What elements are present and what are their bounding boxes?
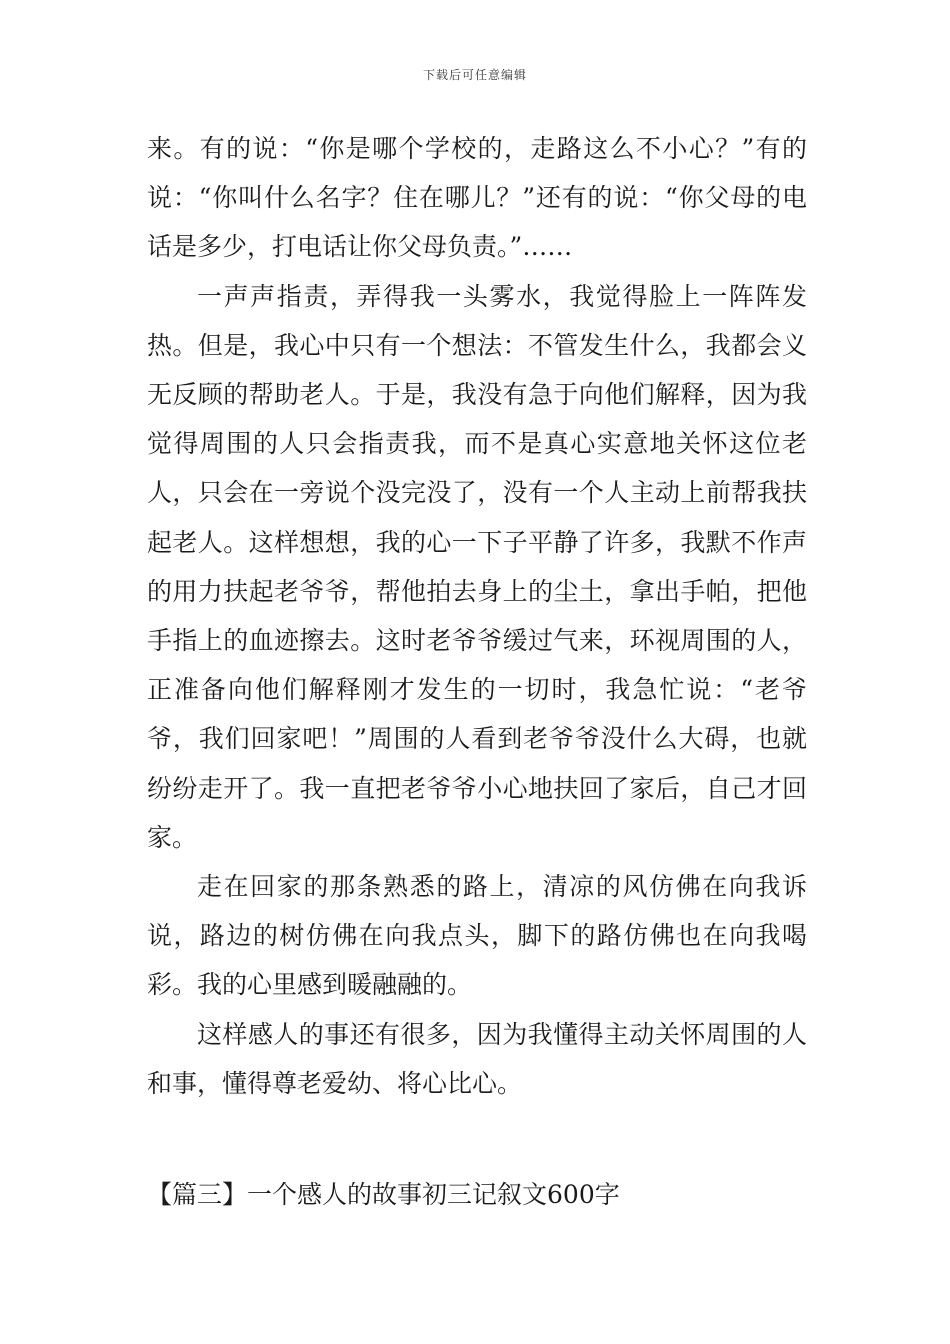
section-heading: 【篇三】一个感人的故事初三记叙文600字: [147, 1180, 620, 1209]
paragraph: 走在回家的那条熟悉的路上，清凉的风仿佛在向我诉说，路边的树仿佛在向我点头，脚下的路仿佛也在向我喝彩。我的心里感到暖融融的。: [147, 872, 807, 1000]
document-body: [147, 124, 807, 1108]
paragraph: 一声声指责，弄得我一头雾水，我觉得脸上一阵阵发热。但是，我心中只有一个想法：不管发生什么，我都会义无反顾的帮助老人。于是，我没有急于向他们解释，因为我觉得周围的人只会指责我，而不是真心实意地关怀这位老人，只会在一旁说个没完没了，没有一个人主动上前帮我扶起老人。这样想想，我的心一下子平静了许多，我默不作声的用力扶起老爷爷，帮他拍去身上的尘土，拿出手帕，把他手指上的血迹擦去。这时老爷爷缓过气来，环视周围的人，正准备向他们解释刚才发生的一切时，我急忙说：“老爷爷，我们回家吧！”周围的人看到老爷爷没什么大碍，也就纷纷走开了。我一直把老爷爷小心地扶回了家后，自己才回家。: [147, 281, 807, 852]
paragraph: 这样感人的事还有很多，因为我懂得主动关怀周围的人和事，懂得尊老爱幼、将心比心。: [147, 1019, 807, 1098]
paragraph-continued: 来。有的说：“你是哪个学校的，走路这么不小心？”有的说：“你叫什么名字？住在哪儿？”还有的说：“你父母的电话是多少，打电话让你父母负责。”……: [147, 134, 807, 262]
page-header-watermark: 下载后可任意编辑: [422, 68, 527, 82]
